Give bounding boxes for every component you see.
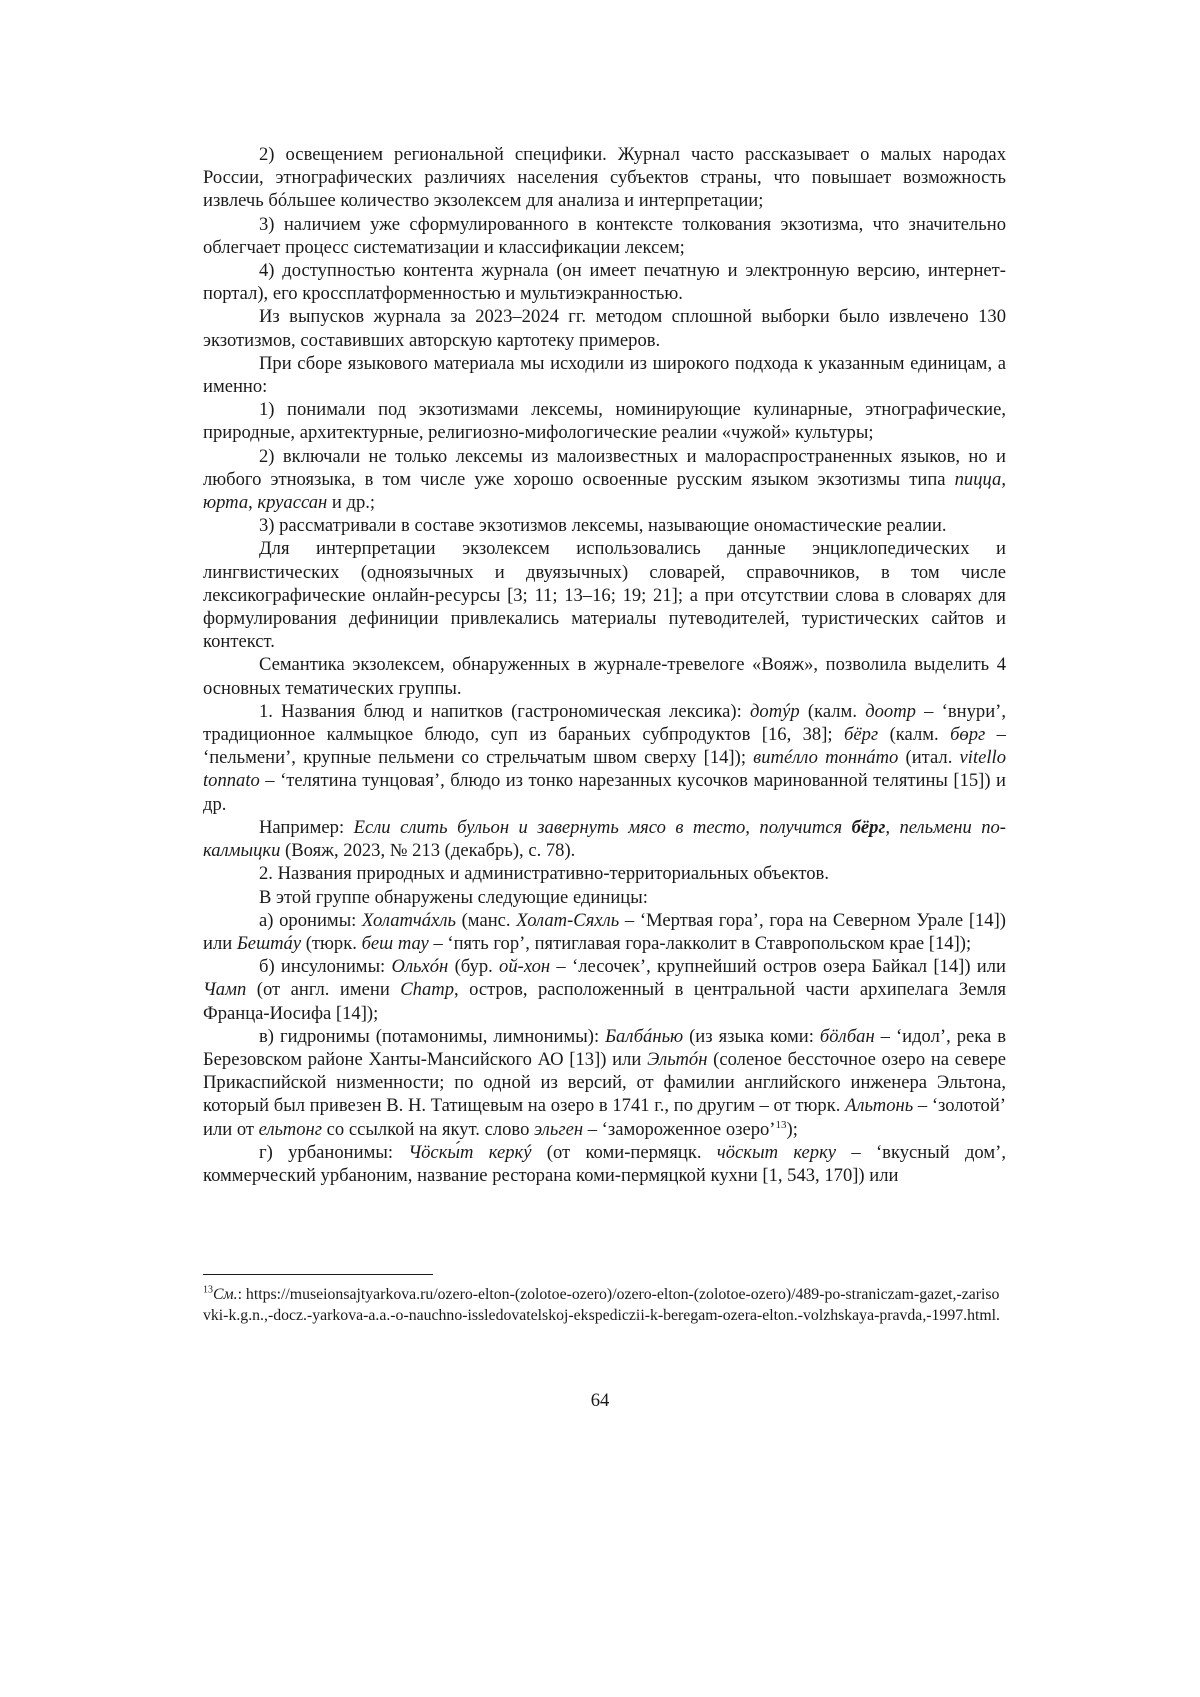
text-run: 1. Названия блюд и напитков (гастрономическая лексика): — [259, 700, 750, 722]
text-run: – ‘телятина тунцовая’, блюдо из тонко нарезанных кусочков маринованной телятины [15]) и др. — [203, 770, 1006, 815]
italic-term: vitello tonnato — [203, 747, 1006, 792]
footnote-separator — [203, 1274, 433, 1275]
emphasized-term: бёрг — [851, 816, 886, 838]
text-run: – ‘золотой’ или от — [203, 1095, 1006, 1140]
paragraph — [203, 537, 1006, 653]
italic-term: Эльтóн — [647, 1048, 708, 1070]
body-text — [203, 143, 1006, 1187]
text-run: в) гидронимы (потамонимы, лимнонимы): — [259, 1025, 606, 1047]
text-run: При сборе языкового материала мы исходили из широкого подхода к указанным единицам, а именно: — [203, 352, 1006, 398]
italic-term: Чöскы́т керкý — [408, 1141, 532, 1163]
italic-term: Ольхóн — [391, 956, 449, 978]
text-run: 2) освещением региональной специфики. Журнал часто рассказывает о малых народах России, этнографических различиях населения субъектов страны, что повышает возможность извлечь бóльшее количество экзолексем для анализа и интерпретации; — [203, 144, 1006, 212]
text-run: , остров, расположенный в центральной части архипелага Земля Франца-Иосифа [14]); — [203, 979, 1006, 1024]
text-run: – ‘пять гор’, пятиглавая гора-лакколит в Ставропольском крае [14]); — [428, 932, 972, 954]
text-run: (Вояж, 2023, № 213 (декабрь), с. 78). — [280, 840, 576, 862]
paragraph — [203, 1025, 1006, 1141]
paragraph — [203, 816, 1006, 862]
text-run: – ‘Мертвая гора’, гора на Северном Урале [14]) или — [203, 909, 1006, 954]
paragraph — [203, 653, 1006, 699]
italic-term: Чамп — [203, 979, 247, 1001]
text-run: Например: — [259, 816, 354, 838]
italic-term: Champ — [400, 979, 454, 1001]
text-run: В этой группе обнаружены следующие единицы: — [259, 886, 648, 908]
text-run: (из языка коми: — [683, 1025, 820, 1047]
italic-term: Холатчáхль — [362, 909, 456, 931]
footnote-reference: 13 — [775, 1118, 787, 1131]
italic-term: доотр — [865, 700, 916, 722]
page-number: 64 — [590, 1390, 610, 1411]
text-run: – ‘внури’, традиционное калмыцкое блюдо, суп из бараньих субпродуктов [16, 38]; — [203, 700, 1006, 746]
paragraph — [203, 514, 1006, 537]
paragraph — [203, 955, 1006, 1025]
text-run: – ‘вкусный дом’, коммерческий урбаноним, название ресторана коми-пермяцкой кухни [1, 543, 170]) или — [203, 1141, 1006, 1186]
paragraph — [203, 1141, 1006, 1187]
text-run: , — [248, 492, 258, 514]
text-run: 1) понимали под экзотизмами лексемы, номинирующие кулинарные, этнографические, природные, архитектурные, религиозно-мифологические реалии «чужой» культуры; — [203, 399, 1006, 444]
text-run: 2) включали не только лексемы из малоизвестных и малораспространенных языков, но и любого этноязыка, в том числе уже хорошо освоенные русским языком экзотизмы типа — [203, 445, 1006, 490]
paragraph — [203, 259, 1006, 305]
text-run: – ‘пельмени’, крупные пельмени со стрельчатым швом сверху [14]); — [203, 724, 1006, 769]
paragraph — [203, 352, 1006, 398]
text-run: Семантика экзолексем, обнаруженных в журнале-тревелоге «Вояж», позволила выделить 4 основных тематических группы. — [203, 654, 1006, 699]
text-run: (итал. — [898, 747, 960, 769]
footnote — [203, 1285, 1006, 1327]
text-run: г) урбанонимы: — [259, 1141, 409, 1163]
italic-term: дотýр — [750, 700, 800, 722]
text-run: (манс. — [455, 909, 517, 931]
text-run: – ‘идол’, река в Березовском районе Ханты-Мансийского АО [13]) или — [203, 1025, 1007, 1070]
italic-term: витéлло тоннáто — [753, 747, 899, 769]
italic-term: эльген — [534, 1118, 584, 1140]
footnote-see-label: См. — [213, 1286, 238, 1303]
text-run: 3) рассматривали в составе экзотизмов лексемы, называющие ономастические реалии. — [259, 515, 947, 537]
italic-term: Альтонь — [845, 1095, 914, 1117]
italic-term: бёрг — [844, 724, 879, 746]
paragraph — [203, 445, 1006, 515]
italic-term: Бештáу — [236, 932, 302, 954]
paragraph — [203, 862, 1006, 885]
paragraph — [203, 143, 1006, 213]
paragraph — [203, 886, 1006, 909]
italic-term: бöлбан — [819, 1025, 875, 1047]
italic-term: ой-хон — [499, 956, 551, 978]
text-run: , — [1001, 468, 1006, 490]
text-run: 2. Названия природных и административно-территориальных объектов. — [259, 863, 829, 885]
italic-term: беш тау — [361, 932, 429, 954]
italic-term: круассан — [257, 492, 328, 514]
italic-term: Балбáнью — [605, 1025, 684, 1047]
paragraph — [203, 305, 1006, 351]
text-run: 3) наличием уже сформулированного в контексте толкования экзотизма, что значительно облегчает процесс систематизации и классификации лексем; — [203, 213, 1006, 258]
text-run: – ‘замороженное озеро’ — [583, 1118, 776, 1140]
text-run: Для интерпретации экзолексем использовались данные энциклопедических и лингвистических (одноязычных и двуязычных) словарей, справочников, в том числе лексикографические онлайн-ресурсы [3; 11; 13–16; 19; 21]; а при отсутствии слова в словарях для формулирования дефиниции привлекались материалы путеводителей, туристических сайтов и контекст. — [203, 538, 1006, 653]
text-run: Из выпусков журнала за 2023–2024 гг. методом сплошной выборки было извлечено 130 экзотизмов, составивших авторскую картотеку примеров. — [203, 306, 1006, 351]
text-run: и др.; — [327, 492, 376, 514]
text-run: (калм. — [878, 724, 951, 746]
paragraph — [203, 398, 1006, 444]
text-run: (тюрк. — [301, 932, 362, 954]
text-run: 4) доступностью контента журнала (он имеет печатную и электронную версию, интернет-портал), его кроссплатформенностью и мультиэкранностью. — [203, 260, 1006, 305]
text-run: а) оронимы: — [259, 909, 363, 931]
text-run: ); — [786, 1118, 798, 1140]
italic-term: Если слить бульон и завернуть мясо в тесто, получится — [353, 816, 852, 838]
paragraph — [203, 213, 1006, 259]
text-run: со ссылкой на якут. слово — [321, 1118, 535, 1140]
italic-term: Холат-Сяхль — [516, 909, 620, 931]
italic-term: юрта — [203, 492, 249, 514]
text-run: (бур. — [448, 956, 500, 978]
italic-term: ельтонг — [258, 1118, 322, 1140]
paragraph — [203, 909, 1006, 955]
paragraph — [203, 700, 1006, 816]
text-run: – ‘лесочек’, крупнейший остров озера Байкал [14]) или — [550, 956, 1006, 978]
text-run: (от англ. имени — [246, 979, 401, 1001]
italic-term: бөрг — [950, 724, 986, 746]
italic-term: пицца — [954, 468, 1002, 490]
footnote-number: 13 — [203, 1284, 213, 1296]
italic-term: , пельмени по-калмыцки — [203, 816, 1006, 862]
italic-term: чöскыт керку — [716, 1141, 837, 1163]
text-run: б) инсулонимы: — [259, 956, 392, 978]
text-run: (от коми-пермяцк. — [531, 1141, 717, 1163]
text-run: (калм. — [799, 700, 866, 722]
text-run: (соленое бессточное озеро на севере Прикаспийской низменности; по одной из версий, от фамилии английского инженера Эльтона, который был привезен В. Н. Татищевым на озеро в 1741 г., по другим – от тюрк. — [203, 1048, 1006, 1117]
footnote-url: : https://museionsajtyarkova.ru/ozero-elton-(zolotoe-ozero)/ozero-elton-(zolotoe-ozero)/489-po-straniczam-gazet,-zarisovki-k.g.n.,-docz.-yarkova-a.a.-o-nauchno-issledovatelskoj-ekspediczii-k-beregam-ozera-elton.-volzhskaya-pravda,-1997.html. — [203, 1286, 1000, 1324]
